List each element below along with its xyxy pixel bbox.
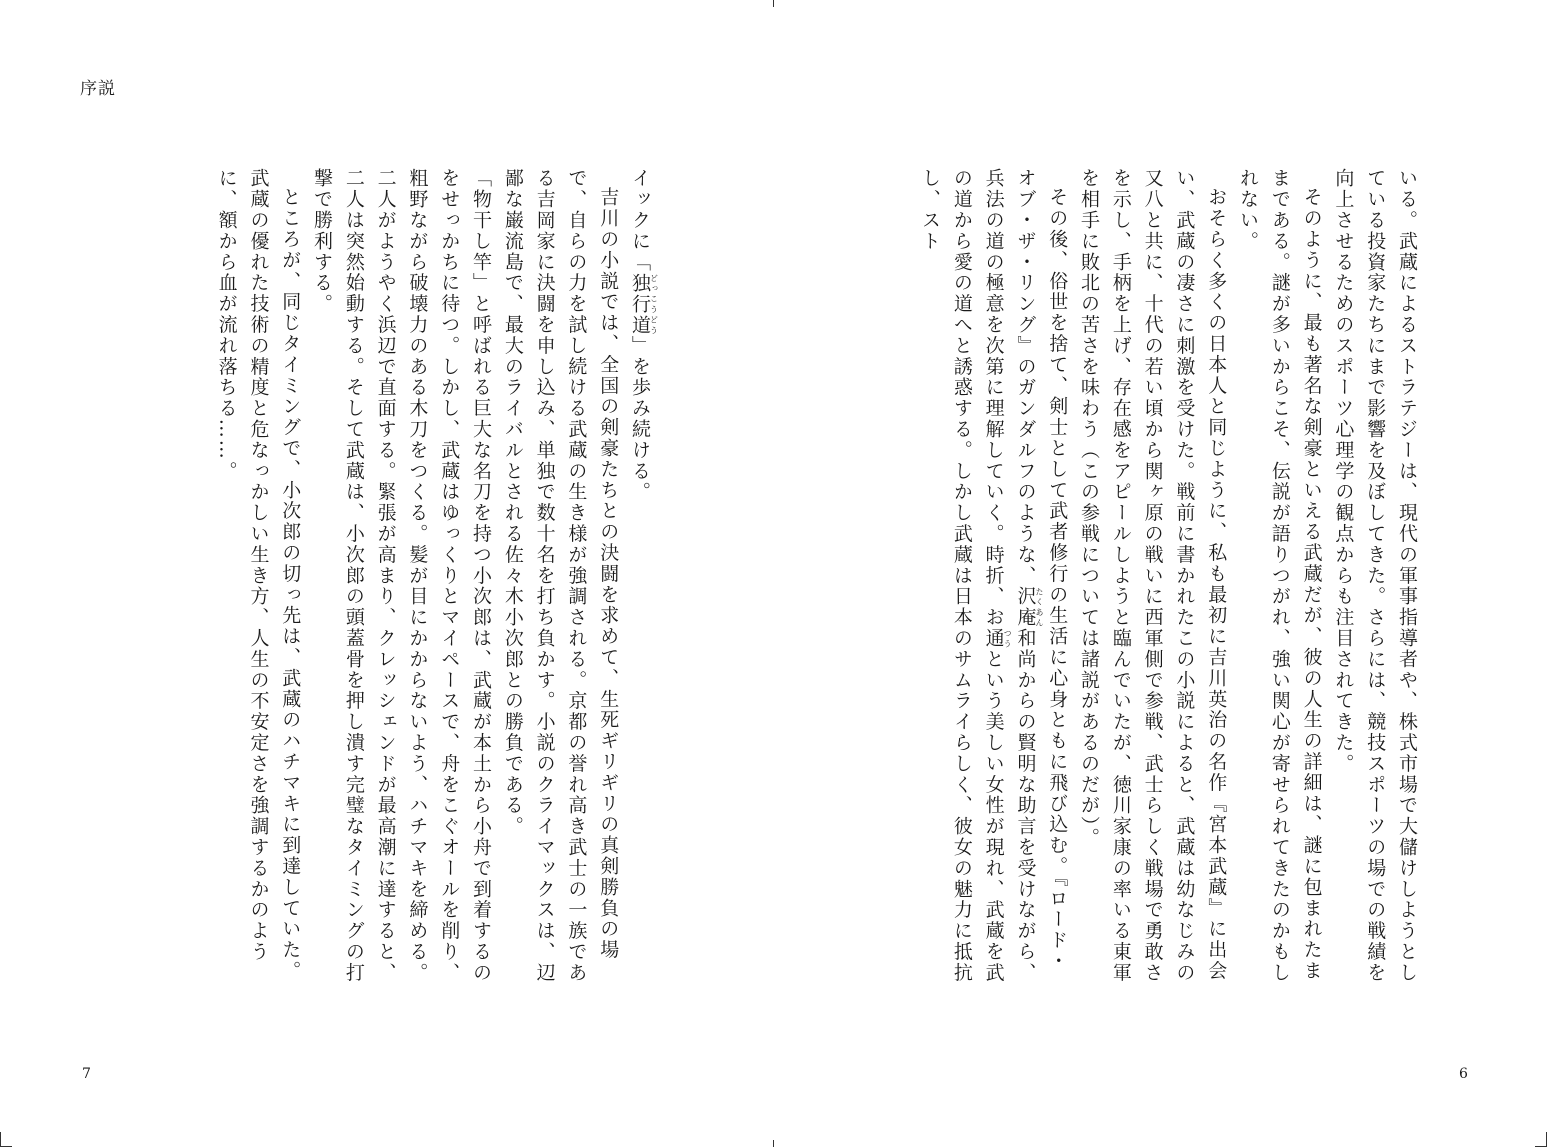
paragraph xyxy=(623,168,658,988)
text-run: 和尚からの賢明な助言を受けながら、兵法の道の極意を次第に理解していく。時折、お xyxy=(982,168,1037,984)
paragraph: 「物干し竿」と呼ばれる巨大な名刀を持つ小次郎は、武蔵が本土から小舟で到着するのをせっかちに待つ。しかし、武蔵はゆっくりとマイペースで、舟をこぐオールを削り、粗野ながら破壊力のある木刀をつくる。髪が目にかからないよう、ハチマキを締める。二人がようやく浜辺で直面する。緊張が高まり、クレッシェンドが最高潮に達すると、二人は突然始動する。そして武蔵は、小次郎の頭蓋骨を押し潰す完璧なタイミングの打撃で勝利する。 xyxy=(311,168,493,984)
paragraph: そのように、最も著名な剣豪といえる武蔵だが、彼の人生の詳細は、謎に包まれたままである。謎が多いからこそ、伝説が語りつがれ、強い関心が寄せられてきたのかもしれない。 xyxy=(1237,168,1323,984)
text-run: その後、俗世を捨て、剣士として武者修行の生活に心身ともに飛び込む。『ロード・オブ・ザ・リング』のガンダルフのような、 xyxy=(1014,168,1069,972)
crop-mark-bottom-left xyxy=(0,1132,1,1147)
text-run: という美しい女性が現れ、武蔵を武の道から愛の道へと誘惑する。しかし武蔵は日本のサムライらしく、彼女の魅力に抵抗し、スト xyxy=(919,168,1005,984)
crop-mark-bottom xyxy=(773,1140,774,1147)
ruby-word: 沢庵たくあん xyxy=(1014,586,1044,628)
text-run: イックに「 xyxy=(629,168,651,273)
paragraph xyxy=(913,168,1072,988)
crop-mark-top xyxy=(773,0,774,7)
page-number-left: 7 xyxy=(82,1066,91,1082)
text-run: 」を歩み続ける。 xyxy=(629,335,651,503)
ruby-word: 独行道どっこうどう xyxy=(629,272,658,336)
right-page-text xyxy=(900,168,1422,988)
left-page-text xyxy=(168,168,658,988)
paragraph: ところが、同じタイミングで、小次郎の切っ先は、武蔵のハチマキに到達していた。武蔵の優れた技術の精度と危なっかしい生き方、人生の不安定さを強調するかのように、額から血が流れ落ちる……。 xyxy=(215,168,302,982)
paragraph: おそらく多くの日本人と同じように、私も最初に吉川英治の名作『宮本武蔵』に出会い、武蔵の凄さに刺激を受けた。戦前に書かれたこの小説によると、武蔵は幼なじみの又八と共に、十代の若い頃から関ヶ原の戦いに西軍側で参戦、武士らしく戦場で勇敢さを示し、手柄を上げ、存在感をアピールしようと臨んでいたが、徳川家康の率いる東軍を相手に敗北の苦さを味わう（この参戦については諸説があるのだが）。 xyxy=(1078,168,1228,984)
ruby-word: 通つう xyxy=(982,627,1013,649)
paragraph: 吉川の小説では、全国の剣豪たちとの決闘を求めて、生死ギリギリの真剣勝負の場で、自らの力を試し続ける武蔵の生き様が強調される。京都の誉れ高き武士の一族である吉岡家に決闘を申し込み、単独で数十名を打ち負かす。小説のクライマックスは、辺鄙な巌流島で、最大のライバルとされる佐々木小次郎との勝負である。 xyxy=(501,168,620,984)
running-header: 序説 xyxy=(80,79,116,99)
page-number-right: 6 xyxy=(1459,1066,1468,1082)
paragraph: いる。武蔵によるストラテジーは、現代の軍事指導者や、株式市場で大儲けしようとしている投資家たちにまで影響を及ぼしてきた。さらには、競技スポーツの場での戦績を向上させるためのスポーツ心理学の観点からも注目されてきた。 xyxy=(1332,168,1418,984)
